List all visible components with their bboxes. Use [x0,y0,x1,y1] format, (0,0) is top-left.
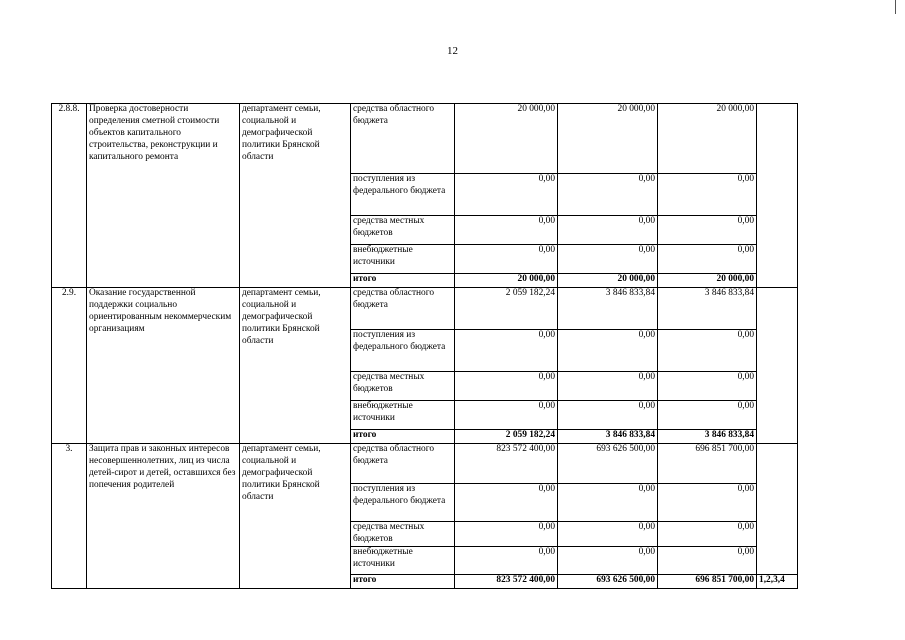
amount-cell: 0,00 [455,484,558,522]
table-row [52,104,798,174]
amount-cell: 0,00 [658,484,757,522]
amount-cell: 0,00 [455,546,558,574]
indicator-cell [757,104,798,288]
amount-cell: 823 572 400,00 [455,444,558,484]
source-label: средства местных бюджетов [351,372,455,401]
amount-cell: 0,00 [558,401,658,430]
budget-table [51,103,798,589]
total-cell: 20 000,00 [658,274,757,288]
amount-cell: 0,00 [558,330,658,372]
amount-cell: 0,00 [658,216,757,245]
amount-cell: 0,00 [558,546,658,574]
amount-cell: 0,00 [558,484,658,522]
source-label: средства местных бюджетов [351,522,455,547]
executor: департамент семьи, социальной и демографической политики Брянской области [240,444,351,589]
amount-cell: 0,00 [558,216,658,245]
total-cell: 2 059 182,24 [455,430,558,444]
amount-cell: 696 851 700,00 [658,444,757,484]
amount-cell: 0,00 [455,401,558,430]
amount-cell: 3 846 833,84 [558,288,658,330]
indicator-cell [757,288,798,444]
source-label-total: итого [351,274,455,288]
amount-cell: 0,00 [455,174,558,216]
source-label: средства областного бюджета [351,104,455,174]
amount-cell: 0,00 [658,401,757,430]
amount-cell: 0,00 [658,522,757,547]
executor: департамент семьи, социальной и демографической политики Брянской области [240,288,351,444]
event-name: Защита прав и законных интересов несовершеннолетних, лиц из числа детей-сирот и детей, оставшихся без попечения родителей [87,444,240,589]
total-cell: 3 846 833,84 [558,430,658,444]
amount-cell: 2 059 182,24 [455,288,558,330]
event-name: Проверка достоверности определения сметной стоимости объектов капитального строительства, реконструкции и капитального ремонта [87,104,240,288]
amount-cell: 0,00 [658,330,757,372]
source-label: средства местных бюджетов [351,216,455,245]
source-label: внебюджетные источники [351,401,455,430]
total-cell: 20 000,00 [558,274,658,288]
amount-cell: 0,00 [658,245,757,274]
amount-cell: 0,00 [455,372,558,401]
amount-cell: 0,00 [658,546,757,574]
indicator-cell: 1,2,3,4 [757,574,798,588]
amount-cell: 0,00 [455,216,558,245]
amount-cell: 0,00 [658,174,757,216]
source-label: средства областного бюджета [351,444,455,484]
amount-cell: 0,00 [558,372,658,401]
source-label: внебюджетные источники [351,546,455,574]
row-code: 2.8.8. [52,104,87,288]
amount-cell: 20 000,00 [658,104,757,174]
event-name: Оказание государственной поддержки социально ориентированным некоммерческим организациям [87,288,240,444]
source-label: поступления из федерального бюджета [351,174,455,216]
total-cell: 693 626 500,00 [558,574,658,588]
source-label: поступления из федерального бюджета [351,484,455,522]
amount-cell: 20 000,00 [455,104,558,174]
amount-cell: 0,00 [455,245,558,274]
source-label: внебюджетные источники [351,245,455,274]
amount-cell: 0,00 [558,174,658,216]
amount-cell: 3 846 833,84 [658,288,757,330]
row-code: 3. [52,444,87,589]
page-edge-mark [895,0,896,14]
page-number: 12 [447,45,458,57]
indicator-cell [757,444,798,575]
amount-cell: 693 626 500,00 [558,444,658,484]
total-cell: 20 000,00 [455,274,558,288]
amount-cell: 0,00 [658,372,757,401]
total-cell: 823 572 400,00 [455,574,558,588]
table-row [52,444,798,484]
row-code: 2.9. [52,288,87,444]
source-label: средства областного бюджета [351,288,455,330]
amount-cell: 0,00 [455,522,558,547]
executor: департамент семьи, социальной и демографической политики Брянской области [240,104,351,288]
total-cell: 696 851 700,00 [658,574,757,588]
source-label-total: итого [351,574,455,588]
amount-cell: 0,00 [558,522,658,547]
total-cell: 3 846 833,84 [658,430,757,444]
amount-cell: 0,00 [455,330,558,372]
source-label-total: итого [351,430,455,444]
table-row [52,288,798,330]
amount-cell: 20 000,00 [558,104,658,174]
amount-cell: 0,00 [558,245,658,274]
source-label: поступления из федерального бюджета [351,330,455,372]
